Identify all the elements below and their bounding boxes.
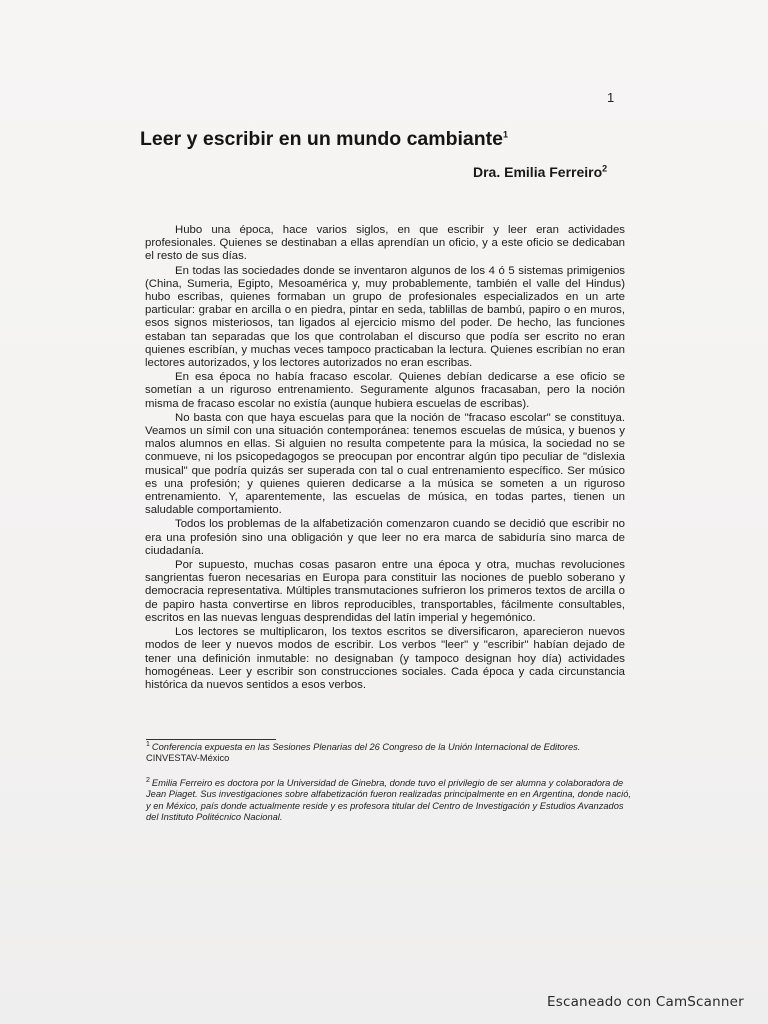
- author-text: Dra. Emilia Ferreiro: [473, 164, 603, 180]
- document-title: [140, 128, 508, 151]
- footnote-italic-text: Emilia Ferreiro es doctora por la Universidad de Ginebra, donde tuvo el privilegio de ser alumna y colaboradora de Jean Piaget. Sus investigaciones sobre alfabetización fueron realizadas principalmente en en Argentina, donde nació, y en México, país donde actualmente reside y es profesora titular del Centro de Investigación y Estudios Avanzados del Instituto Politécnico Nacional.: [146, 778, 631, 823]
- footnote-plain-text: CINVESTAV-México: [146, 753, 230, 764]
- footnote-mark: 1: [146, 740, 150, 748]
- title-footnote-mark: 1: [503, 129, 509, 140]
- footnote-mark: 2: [146, 776, 150, 784]
- paragraph: En esa época no había fracaso escolar. Quienes debían dedicarse a ese oficio se sometían a un riguroso entrenamiento. Seguramente algunos fracasaban, pero la noción misma de fracaso escolar no existía (aunque hubiera escuelas de escribas).: [145, 371, 625, 410]
- paragraph: No basta con que haya escuelas para que la noción de "fracaso escolar" se constituya. Veamos un símil con una situación contemporánea: tenemos escuelas de música, y buenos y malos alumnos en ellas. Si alguien no resulta competente para la música, la sociedad no se conmueve, ni los psicopedagogos se preocupan por encontrar algún tipo peculiar de "dislexia musical" que podría quizás ser superada con tal o cual entrenamiento específico. Ser músico es una profesión; y quienes quieren dedicarse a la música se someten a un riguroso entrenamiento. Y, aparentemente, las escuelas de música, en todas partes, tienen un saludable comportamiento.: [145, 411, 625, 517]
- footnote-1: [146, 742, 631, 765]
- footnote-italic-text: Conferencia expuesta en las Sesiones Plenarias del 26 Congreso de la Unión Internacional de Editores.: [151, 742, 581, 752]
- author-footnote-mark: 2: [602, 163, 608, 174]
- paragraph: En todas las sociedades donde se inventaron algunos de los 4 ó 5 sistemas primigenios (China, Sumeria, Egipto, Mesoamérica y, muy probablemente, también el valle del Hindus) hubo escribas, quienes formaban un grupo de profesionales especializados en un arte particular: grabar en arcilla o en piedra, pintar en seda, tablillas de bambú, papiro o en muros, esos signos misteriosos, tan ligados al ejercicio mismo del poder. De hecho, las funciones estaban tan separadas que los que controlaban el discurso que podía ser escrito no eran quienes escribían, y muchas veces tampoco practicaban la lectura. Quienes escribían no eran lectores autorizados, y los lectores autorizados no eran escribas.: [145, 264, 625, 370]
- title-text: Leer y escribir en un mundo cambiante: [140, 128, 504, 150]
- paragraph: Todos los problemas de la alfabetización comenzaron cuando se decidió que escribir no era una profesión sino una obligación y que leer no era marca de sabiduría sino marca de ciudadanía.: [145, 518, 625, 557]
- scanner-watermark: Escaneado con CamScanner: [547, 994, 744, 1010]
- paragraph: Los lectores se multiplicaron, los textos escritos se diversificaron, aparecieron nuevos modos de leer y nuevos modos de escribir. Los verbos "leer" y "escribir" habían dejado de tener una definición inmutable: no designaban (y tampoco designan hoy día) actividades homogéneas. Leer y escribir son construcciones sociales. Cada época y cada circunstancia histórica da nuevos sentidos a esos verbos.: [145, 626, 625, 691]
- footnote-divider: [146, 739, 276, 740]
- author-name: [473, 164, 607, 180]
- paragraph: Hubo una época, hace varios siglos, en que escribir y leer eran actividades profesionales. Quienes se destinaban a ellas aprendían un oficio, y a este oficio se dedicaban el resto de sus días.: [145, 224, 625, 263]
- paragraph: Por supuesto, muchas cosas pasaron entre una época y otra, muchas revoluciones sangrientas fueron necesarias en Europa para constituir las nociones de pueblo soberano y democracia representativa. Múltiples transmutaciones sufrieron los primeros textos de arcilla o de papiro hasta convertirse en libros reproducibles, transportables, fácilmente consultables, escritos en las nuevas lenguas desprendidas del latín imperial y hegemónico.: [145, 559, 625, 624]
- footnote-2: [146, 778, 631, 824]
- body-text: [145, 224, 625, 693]
- page-number: 1: [607, 90, 615, 105]
